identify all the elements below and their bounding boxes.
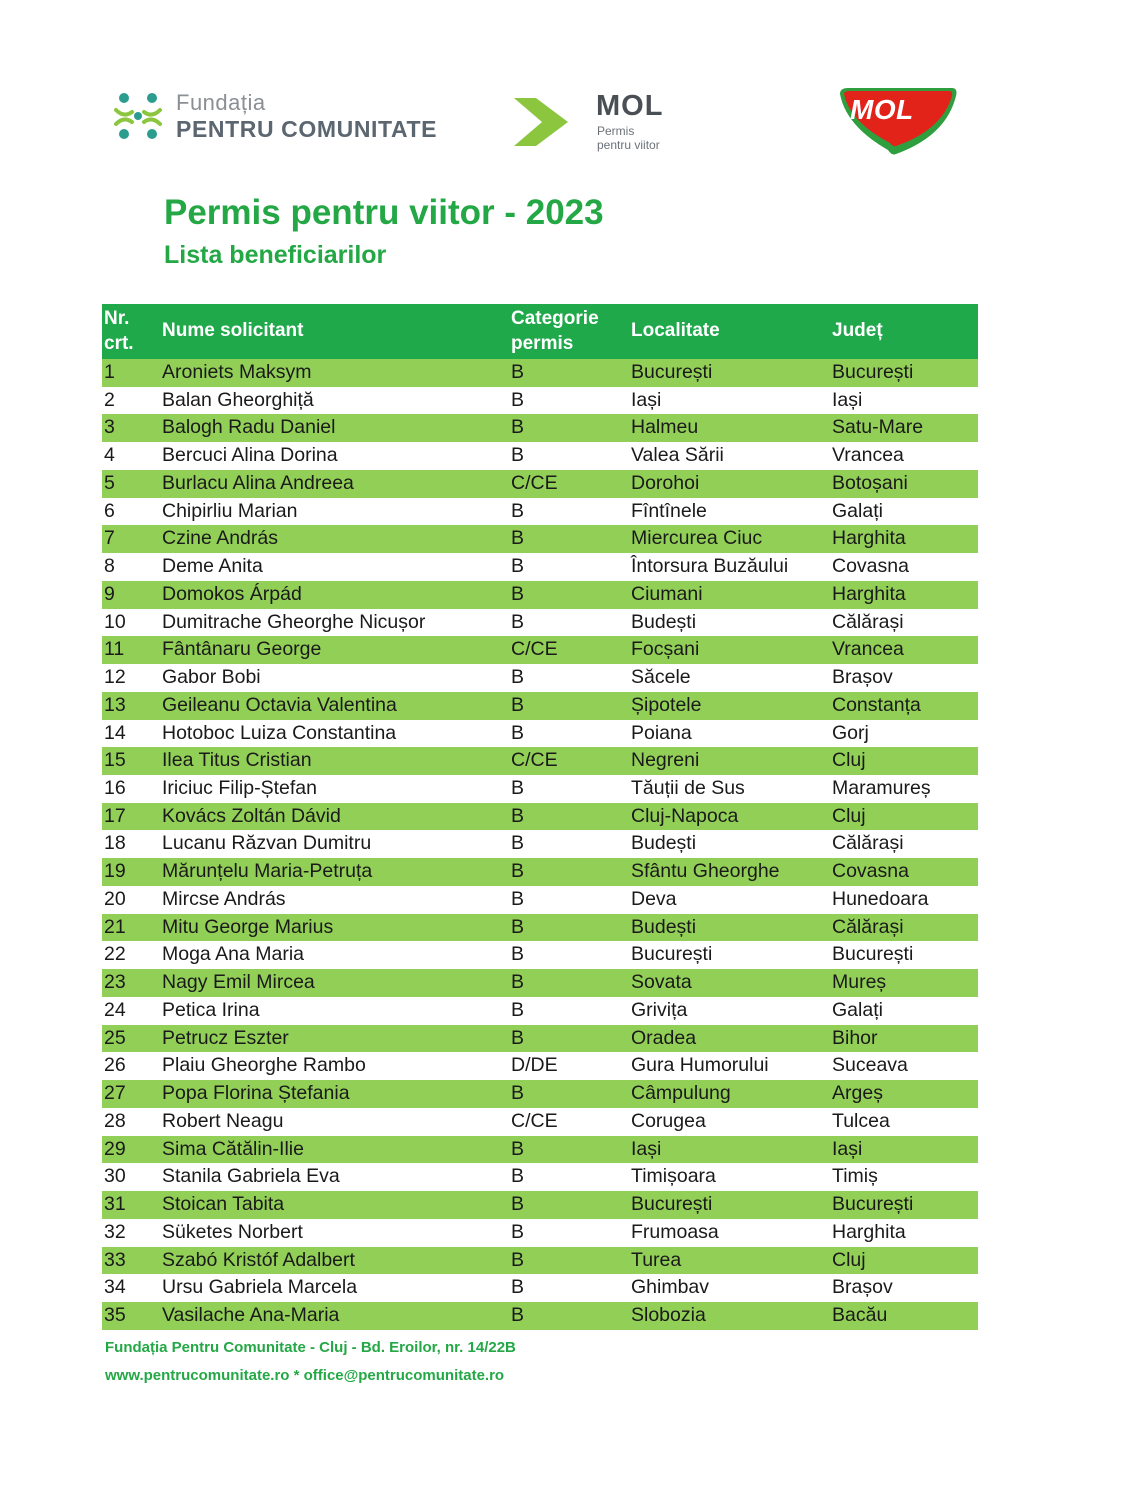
cell-categorie: B (511, 804, 525, 827)
cell-categorie: B (511, 666, 525, 689)
cell-localitate: Negreni (631, 749, 700, 772)
header-cat-line2: permis (511, 333, 574, 354)
cell-localitate: Șipotele (631, 693, 702, 716)
cell-judet: Argeș (832, 1082, 883, 1105)
cell-nr: 17 (104, 804, 126, 827)
cell-categorie: B (511, 721, 525, 744)
page-subtitle: Lista beneficiarilor (164, 241, 387, 269)
cell-localitate: Iași (631, 388, 662, 411)
permis-logo-tag-line2: pentru viitor (597, 138, 660, 152)
cell-categorie: B (511, 693, 525, 716)
fundatia-mark-icon (110, 88, 166, 144)
cell-judet: Harghita (832, 582, 906, 605)
cell-categorie: B (511, 610, 525, 633)
table-row (102, 830, 978, 858)
table-row (102, 803, 978, 831)
cell-categorie: B (511, 860, 525, 883)
cell-nr: 30 (104, 1165, 126, 1188)
cell-categorie: C/CE (511, 638, 558, 661)
cell-judet: Gorj (832, 721, 869, 744)
fundatia-logo-line2: PENTRU COMUNITATE (176, 116, 438, 142)
table-header (102, 304, 978, 359)
cell-categorie: B (511, 915, 525, 938)
cell-nr: 23 (104, 971, 126, 994)
cell-judet: Brașov (832, 1276, 893, 1299)
table-row (102, 1274, 978, 1302)
cell-categorie: B (511, 527, 525, 550)
cell-nr: 3 (104, 416, 115, 439)
cell-judet: Harghita (832, 1220, 906, 1243)
cell-nr: 9 (104, 582, 115, 605)
cell-localitate: Budești (631, 832, 697, 855)
cell-nr: 4 (104, 444, 115, 467)
cell-categorie: B (511, 499, 525, 522)
mol-logo-text: MOL (850, 94, 914, 125)
table-row (102, 720, 978, 748)
cell-nr: 12 (104, 666, 126, 689)
cell-categorie: B (511, 1276, 525, 1299)
cell-nr: 14 (104, 721, 126, 744)
cell-categorie: B (511, 887, 525, 910)
cell-nr: 5 (104, 471, 115, 494)
header-cat-line1: Categorie (511, 308, 599, 329)
cell-nr: 20 (104, 887, 126, 910)
cell-localitate: București (631, 1193, 713, 1216)
table-row (102, 1080, 978, 1108)
table-row (102, 1136, 978, 1164)
cell-localitate: Cluj-Napoca (631, 804, 739, 827)
cell-judet: Timiș (832, 1165, 878, 1188)
table-row (102, 636, 978, 664)
cell-categorie: B (511, 1248, 525, 1271)
table-row (102, 525, 978, 553)
cell-nume: Fântânaru George (162, 638, 322, 661)
cell-judet: București (832, 1193, 914, 1216)
cell-localitate: Turea (631, 1248, 682, 1271)
cell-categorie: B (511, 1303, 525, 1326)
cell-categorie: D/DE (511, 1054, 558, 1077)
table-row (102, 858, 978, 886)
cell-localitate: Fîntînele (631, 499, 707, 522)
cell-nr: 35 (104, 1303, 126, 1326)
table-row (102, 470, 978, 498)
cell-localitate: Deva (631, 887, 677, 910)
cell-localitate: Halmeu (631, 416, 699, 439)
cell-nume: Bercuci Alina Dorina (162, 444, 338, 467)
mol-logo (836, 86, 960, 158)
table-row (102, 747, 978, 775)
cell-categorie: B (511, 1220, 525, 1243)
cell-nume: Mărunțelu Maria-Petruța (162, 860, 373, 883)
table-row (102, 692, 978, 720)
cell-nr: 25 (104, 1026, 126, 1049)
cell-nr: 24 (104, 998, 126, 1021)
cell-localitate: Corugea (631, 1109, 706, 1132)
table-row (102, 775, 978, 803)
cell-localitate: Sfântu Gheorghe (631, 860, 780, 883)
cell-localitate: Gura Humorului (631, 1054, 769, 1077)
cell-categorie: B (511, 388, 525, 411)
cell-categorie: C/CE (511, 1109, 558, 1132)
cell-nume: Stanila Gabriela Eva (162, 1165, 340, 1188)
cell-judet: Mureș (832, 971, 887, 994)
cell-judet: Covasna (832, 555, 909, 578)
cell-nr: 1 (104, 361, 115, 383)
cell-categorie: B (511, 1082, 525, 1105)
chevron-right-icon (512, 94, 570, 150)
cell-nr: 6 (104, 499, 115, 522)
cell-judet: Galați (832, 499, 883, 522)
cell-nume: Aroniets Maksym (162, 361, 312, 383)
cell-categorie: B (511, 444, 525, 467)
cell-nr: 15 (104, 749, 126, 772)
table-row (102, 553, 978, 581)
cell-localitate: Slobozia (631, 1303, 706, 1326)
cell-localitate: Budești (631, 915, 697, 938)
cell-categorie: B (511, 971, 525, 994)
header-nume: Nume solicitant (162, 320, 304, 341)
cell-nr: 34 (104, 1276, 126, 1299)
cell-nume: Petica Irina (162, 998, 260, 1021)
cell-localitate: Miercurea Ciuc (631, 527, 763, 550)
cell-localitate: Sovata (631, 971, 692, 994)
cell-localitate: Iași (631, 1137, 662, 1160)
cell-judet: Cluj (832, 749, 866, 772)
cell-nume: Deme Anita (162, 555, 263, 578)
cell-categorie: B (511, 998, 525, 1021)
header-judet: Județ (832, 320, 883, 341)
cell-nr: 31 (104, 1193, 126, 1216)
cell-judet: Vrancea (832, 638, 904, 661)
cell-nume: Czine András (162, 527, 278, 550)
cell-categorie: B (511, 1165, 525, 1188)
cell-categorie: B (511, 416, 525, 439)
header-categorie (511, 306, 599, 356)
cell-categorie: B (511, 555, 525, 578)
cell-nr: 28 (104, 1109, 126, 1132)
cell-judet: Iași (832, 388, 863, 411)
cell-judet: Vrancea (832, 444, 904, 467)
cell-nume: Süketes Norbert (162, 1220, 303, 1243)
cell-nume: Domokos Árpád (162, 582, 302, 605)
cell-categorie: B (511, 777, 525, 800)
cell-nume: Ilea Titus Cristian (162, 749, 312, 772)
cell-judet: Harghita (832, 527, 906, 550)
cell-nr: 19 (104, 860, 126, 883)
cell-judet: Călărași (832, 832, 904, 855)
cell-localitate: Ghimbav (631, 1276, 710, 1299)
table-row (102, 442, 978, 470)
table-row (102, 1247, 978, 1275)
cell-nume: Nagy Emil Mircea (162, 971, 315, 994)
cell-localitate: București (631, 361, 713, 383)
cell-nume: Hotoboc Luiza Constantina (162, 721, 397, 744)
table-row (102, 886, 978, 914)
cell-nr: 2 (104, 388, 115, 411)
cell-nume: Plaiu Gheorghe Rambo (162, 1054, 366, 1077)
cell-judet: Tulcea (832, 1109, 890, 1132)
cell-localitate: Poiana (631, 721, 692, 744)
cell-judet: Călărași (832, 610, 904, 633)
cell-nume: Lucanu Răzvan Dumitru (162, 832, 372, 855)
cell-judet: Brașov (832, 666, 893, 689)
cell-nume: Chipirliu Marian (162, 499, 298, 522)
cell-nr: 18 (104, 832, 126, 855)
cell-nr: 29 (104, 1137, 126, 1160)
table-row (102, 941, 978, 969)
cell-localitate: Frumoasa (631, 1220, 719, 1243)
cell-nume: Robert Neagu (162, 1109, 284, 1132)
table-row (102, 997, 978, 1025)
cell-nume: Dumitrache Gheorghe Nicușor (162, 610, 426, 633)
cell-nr: 26 (104, 1054, 126, 1077)
table-row (102, 664, 978, 692)
cell-nume: Ursu Gabriela Marcela (162, 1276, 358, 1299)
table-row (102, 414, 978, 442)
cell-localitate: Tăuții de Sus (631, 777, 745, 800)
cell-nr: 27 (104, 1082, 126, 1105)
cell-nr: 11 (104, 638, 125, 661)
cell-categorie: B (511, 582, 525, 605)
cell-judet: Maramureș (832, 777, 931, 800)
fundatia-logo (110, 88, 470, 148)
cell-categorie: B (511, 1193, 525, 1216)
cell-categorie: B (511, 361, 525, 383)
cell-nume: Petrucz Eszter (162, 1026, 289, 1049)
cell-nume: Balan Gheorghiță (162, 388, 314, 411)
permis-logo-tag-line1: Permis (597, 124, 635, 138)
cell-nume: Kovács Zoltán Dávid (162, 804, 341, 827)
cell-judet: Satu-Mare (832, 416, 924, 439)
cell-judet: Suceava (832, 1054, 908, 1077)
cell-nr: 13 (104, 693, 126, 716)
cell-nume: Mircse András (162, 887, 286, 910)
cell-judet: București (832, 361, 914, 383)
table-row (102, 1191, 978, 1219)
cell-nume: Sima Cătălin-Ilie (162, 1137, 304, 1160)
header-nr (104, 306, 134, 356)
page-title: Permis pentru viitor - 2023 (164, 193, 604, 232)
cell-categorie: B (511, 1137, 525, 1160)
permis-logo-brand: MOL (596, 90, 664, 122)
header-localitate: Localitate (631, 320, 720, 341)
cell-nume: Geileanu Octavia Valentina (162, 693, 397, 716)
footer-address: Fundația Pentru Comunitate - Cluj - Bd. Eroilor, nr. 14/22B (105, 1339, 516, 1356)
table-row (102, 498, 978, 526)
cell-categorie: B (511, 1026, 525, 1049)
cell-nr: 32 (104, 1220, 126, 1243)
table-body (102, 359, 978, 1330)
cell-localitate: Dorohoi (631, 471, 700, 494)
cell-localitate: Câmpulung (631, 1082, 731, 1105)
cell-judet: Hunedoara (832, 887, 929, 910)
cell-localitate: București (631, 943, 713, 966)
cell-categorie: C/CE (511, 471, 558, 494)
cell-categorie: B (511, 832, 525, 855)
cell-nume: Stoican Tabita (162, 1193, 285, 1216)
cell-categorie: B (511, 943, 525, 966)
cell-judet: Bihor (832, 1026, 878, 1049)
cell-nr: 16 (104, 777, 126, 800)
fundatia-logo-line1: Fundația (176, 90, 266, 115)
cell-nr: 33 (104, 1248, 126, 1271)
permis-logo (512, 90, 702, 154)
cell-judet: Călărași (832, 915, 904, 938)
beneficiaries-table (102, 304, 978, 1330)
cell-nume: Burlacu Alina Andreea (162, 471, 354, 494)
table-row (102, 581, 978, 609)
cell-judet: București (832, 943, 914, 966)
cell-judet: Cluj (832, 1248, 866, 1271)
cell-judet: Botoșani (832, 471, 908, 494)
cell-nr: 21 (104, 915, 126, 938)
cell-categorie: C/CE (511, 749, 558, 772)
cell-localitate: Întorsura Buzăului (631, 555, 789, 578)
table-row (102, 387, 978, 415)
cell-nr: 22 (104, 943, 126, 966)
cell-localitate: Ciumani (631, 582, 703, 605)
header-nr-line2: crt. (104, 333, 134, 354)
footer-contact: www.pentrucomunitate.ro * office@pentrucomunitate.ro (105, 1367, 505, 1384)
header-nr-line1: Nr. (104, 308, 130, 329)
cell-nume: Szabó Kristóf Adalbert (162, 1248, 355, 1271)
table-row (102, 359, 978, 387)
table-row (102, 609, 978, 637)
table-row (102, 1219, 978, 1247)
cell-localitate: Oradea (631, 1026, 697, 1049)
cell-localitate: Valea Sării (631, 444, 724, 467)
cell-nr: 8 (104, 555, 115, 578)
cell-nume: Iriciuc Filip-Ștefan (162, 777, 317, 800)
cell-judet: Covasna (832, 860, 909, 883)
cell-judet: Galați (832, 998, 883, 1021)
table-row (102, 1302, 978, 1330)
cell-nume: Popa Florina Ștefania (162, 1082, 350, 1105)
cell-localitate: Grivița (631, 998, 688, 1021)
table-row (102, 1108, 978, 1136)
cell-nume: Gabor Bobi (162, 666, 261, 689)
cell-localitate: Budești (631, 610, 697, 633)
cell-nr: 10 (104, 610, 126, 633)
cell-judet: Cluj (832, 804, 866, 827)
cell-nume: Mitu George Marius (162, 915, 334, 938)
cell-judet: Bacău (832, 1303, 888, 1326)
table-row (102, 1163, 978, 1191)
cell-localitate: Focșani (631, 638, 700, 661)
cell-judet: Iași (832, 1137, 863, 1160)
cell-nume: Vasilache Ana-Maria (162, 1303, 340, 1326)
cell-nume: Moga Ana Maria (162, 943, 304, 966)
cell-nr: 7 (104, 527, 115, 550)
table-row (102, 969, 978, 997)
table-row (102, 1025, 978, 1053)
table-row (102, 1052, 978, 1080)
cell-localitate: Timișoara (631, 1165, 716, 1188)
table-row (102, 914, 978, 942)
cell-judet: Constanța (832, 693, 921, 716)
cell-localitate: Săcele (631, 666, 691, 689)
cell-nume: Balogh Radu Daniel (162, 416, 336, 439)
